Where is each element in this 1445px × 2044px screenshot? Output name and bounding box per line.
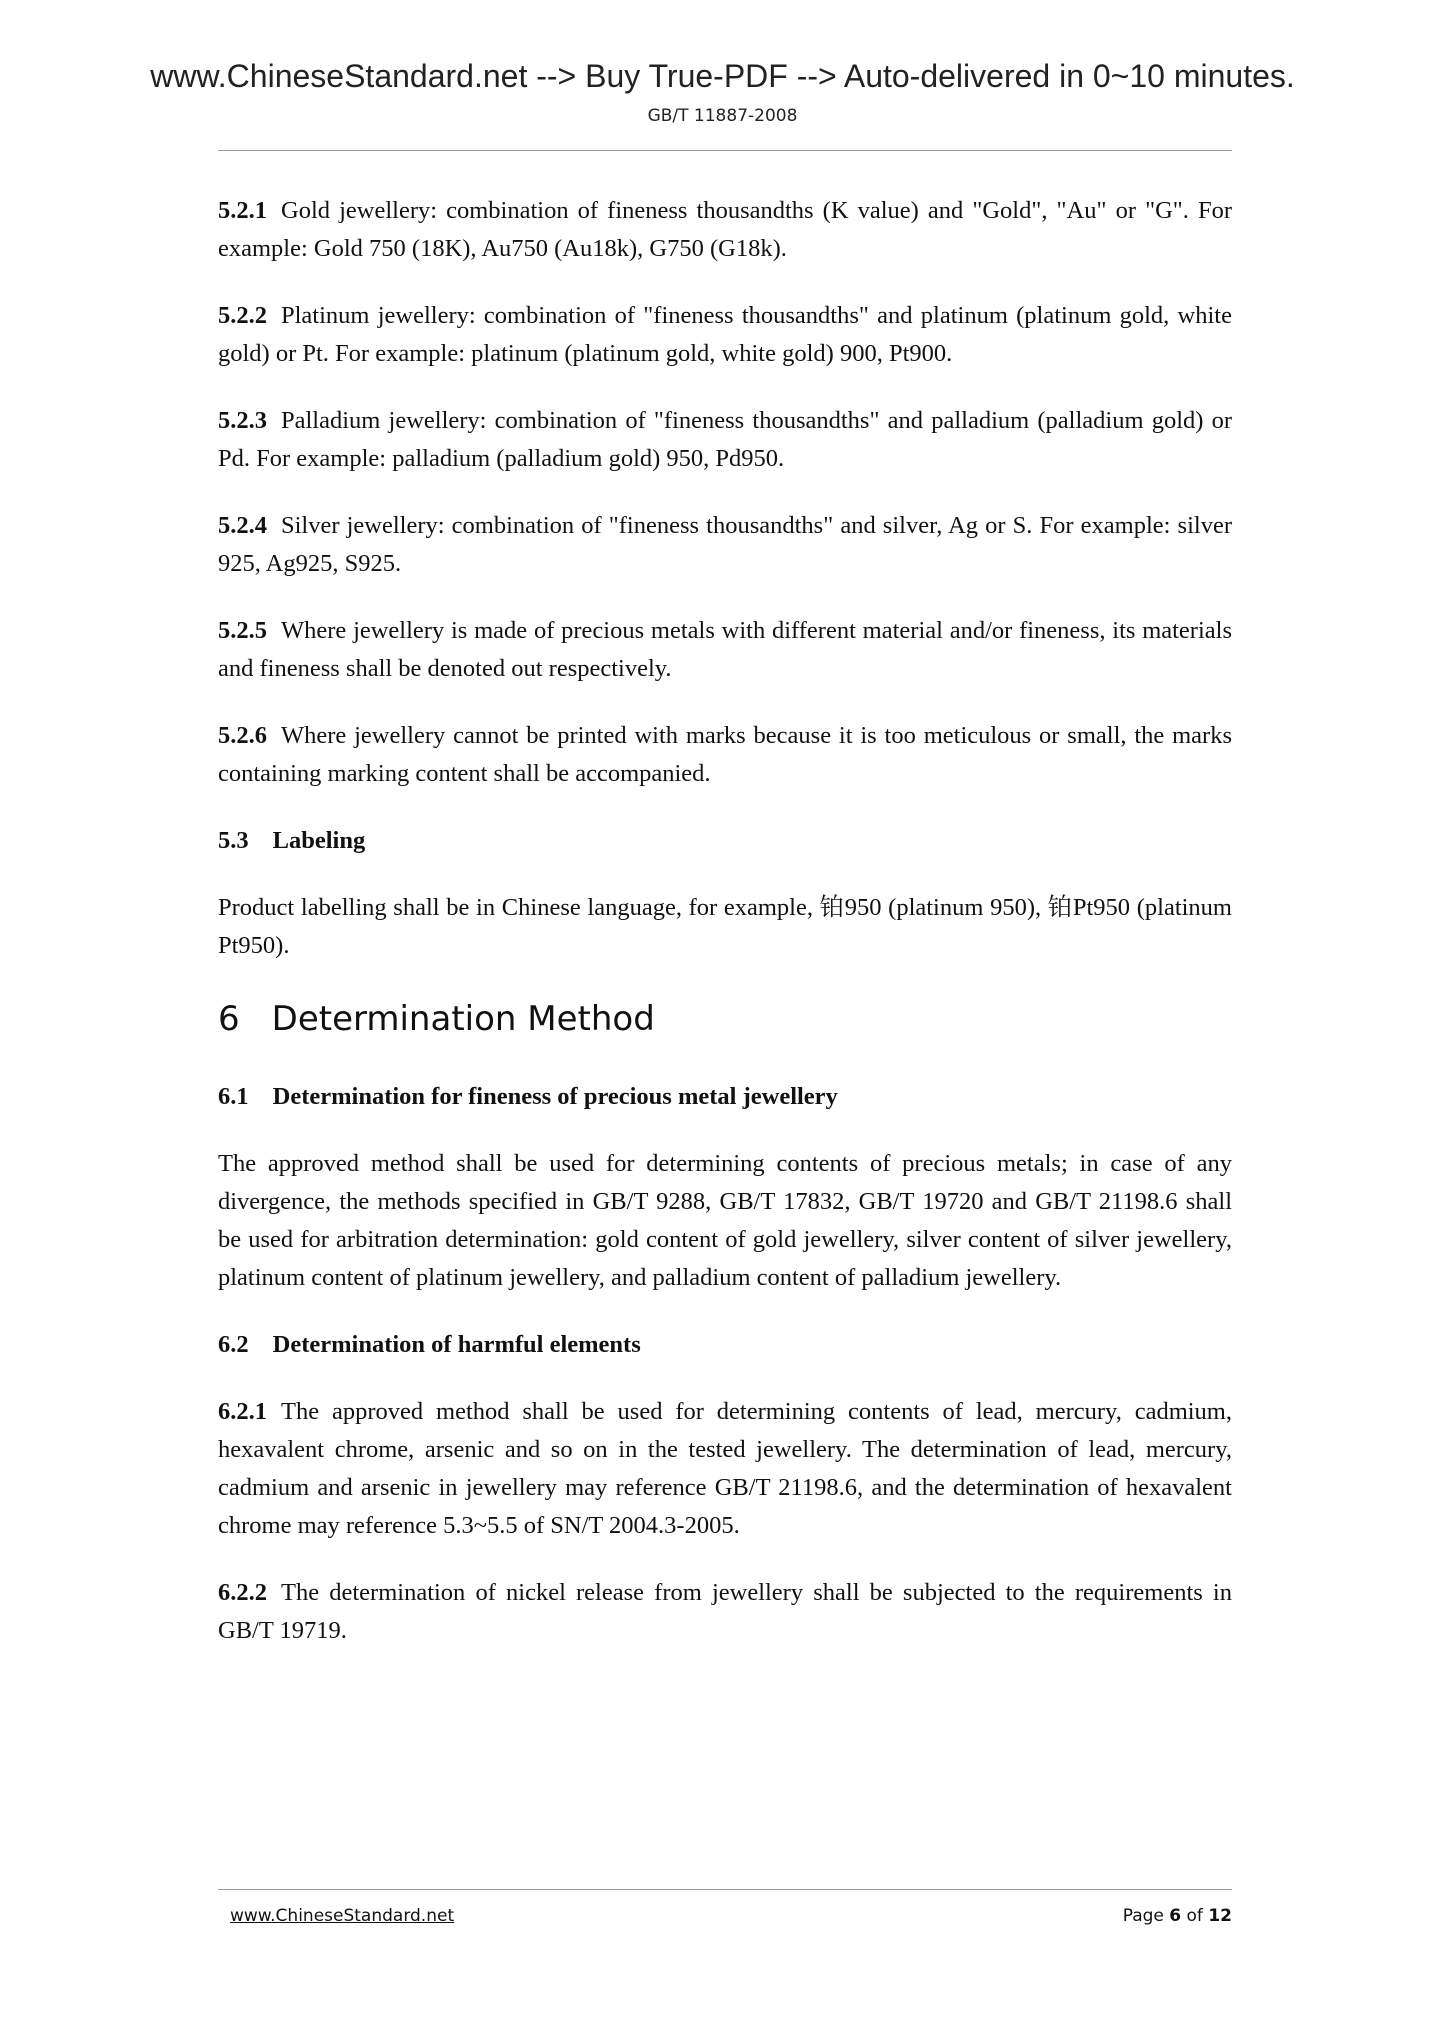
clause-6-2-2 bbox=[218, 1574, 1232, 1650]
clause-number: 6.2.2 bbox=[218, 1579, 267, 1606]
labeling-paragraph: Product labelling shall be in Chinese language, for example, 铂950 (platinum 950), 铂Pt950 (platinum Pt950). bbox=[218, 894, 1232, 959]
page-label: Page bbox=[1122, 1906, 1164, 1926]
page-of: of bbox=[1186, 1906, 1203, 1926]
clause-text: Gold jewellery: combination of fineness thousandths (K value) and "Gold", "Au" or "G". For example: Gold 750 (18K), Au750 (Au18k), G750 (G18k). bbox=[218, 197, 1232, 262]
section-title: Determination for fineness of precious metal jewellery bbox=[272, 1083, 838, 1110]
clause-5-2-5 bbox=[218, 612, 1232, 688]
clause-text: Platinum jewellery: combination of "fineness thousandths" and platinum (platinum gold, white gold) or Pt. For example: platinum (platinum gold, white gold) 900, Pt900. bbox=[218, 302, 1232, 367]
footer-divider bbox=[218, 1889, 1232, 1890]
clause-5-2-1 bbox=[218, 192, 1232, 268]
clause-5-2-6 bbox=[218, 717, 1232, 793]
section-number: 6.2 bbox=[218, 1331, 249, 1358]
footer-website-link[interactable]: www.ChineseStandard.net bbox=[230, 1906, 455, 1926]
clause-number: 5.2.6 bbox=[218, 722, 267, 749]
clause-number: 5.2.3 bbox=[218, 407, 267, 434]
clause-text: Where jewellery is made of precious metals with different material and/or fineness, its materials and fineness shall be denoted out respectively. bbox=[218, 617, 1232, 682]
fineness-paragraph: The approved method shall be used for determining contents of precious metals; in case of any divergence, the methods specified in GB/T 9288, GB/T 17832, GB/T 19720 and GB/T 21198.6 shall be used for arbitration determination: gold content of gold jewellery, silver content of silver jewellery, platinum content of platinum jewellery, and palladium content of palladium jewellery. bbox=[218, 1150, 1232, 1291]
section-5-3-heading bbox=[218, 822, 1232, 860]
chapter-number: 6 bbox=[218, 999, 240, 1039]
page-indicator bbox=[1123, 1906, 1232, 1926]
clause-number: 5.2.5 bbox=[218, 617, 267, 644]
clause-text: Where jewellery cannot be printed with marks because it is too meticulous or small, the marks containing marking content shall be accompanied. bbox=[218, 722, 1232, 787]
clause-text: The determination of nickel release from jewellery shall be subjected to the requirements in GB/T 19719. bbox=[218, 1579, 1232, 1644]
section-title: Determination of harmful elements bbox=[272, 1331, 641, 1358]
clause-number: 5.2.2 bbox=[218, 302, 267, 329]
clause-number: 6.2.1 bbox=[218, 1398, 267, 1425]
chapter-6-heading bbox=[218, 994, 1232, 1044]
page-content bbox=[218, 192, 1232, 1679]
section-title: Labeling bbox=[272, 827, 366, 854]
page-current: 6 bbox=[1169, 1906, 1182, 1926]
clause-5-2-3 bbox=[218, 402, 1232, 478]
chapter-title: Determination Method bbox=[271, 999, 655, 1039]
clause-5-2-2 bbox=[218, 297, 1232, 373]
document-code: GB/T 11887-2008 bbox=[647, 106, 798, 126]
section-number: 6.1 bbox=[218, 1083, 249, 1110]
clause-text: Silver jewellery: combination of "fineness thousandths" and silver, Ag or S. For example: silver 925, Ag925, S925. bbox=[218, 512, 1232, 577]
clause-5-2-4 bbox=[218, 507, 1232, 583]
page-total: 12 bbox=[1208, 1906, 1232, 1926]
clause-text: Palladium jewellery: combination of "fineness thousandths" and palladium (palladium gold) or Pd. For example: palladium (palladium gold) 950, Pd950. bbox=[218, 407, 1232, 472]
section-number: 5.3 bbox=[218, 827, 249, 854]
section-6-2-heading bbox=[218, 1326, 1232, 1364]
clause-6-2-1 bbox=[218, 1393, 1232, 1545]
clause-number: 5.2.1 bbox=[218, 197, 267, 224]
top-banner: www.ChineseStandard.net --> Buy True-PDF --> Auto-delivered in 0~10 minutes. bbox=[150, 58, 1295, 94]
section-6-1-heading bbox=[218, 1078, 1232, 1116]
clause-number: 5.2.4 bbox=[218, 512, 267, 539]
header-divider bbox=[218, 150, 1232, 151]
clause-text: The approved method shall be used for determining contents of lead, mercury, cadmium, hexavalent chrome, arsenic and so on in the tested jewellery. The determination of lead, mercury, cadmium and arsenic in jewellery may reference GB/T 21198.6, and the determination of hexavalent chrome may reference 5.3~5.5 of SN/T 2004.3-2005. bbox=[218, 1398, 1232, 1539]
